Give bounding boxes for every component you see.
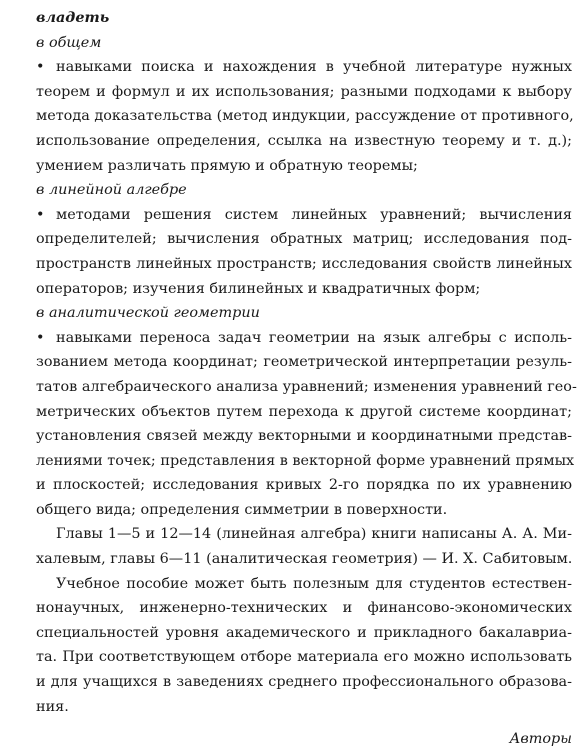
section-linear-line-1 — [36, 203, 572, 228]
paragraph-usefulness-line-4: та. При соответствующем отборе материала его можно использовать — [36, 649, 572, 666]
section-linear-text-1: методами решения систем линейных уравнений; вычисления — [56, 206, 572, 223]
bullet-icon: • — [36, 206, 45, 223]
section-general-line-3: метода доказательства (метод индукции, рассуждение от противного, — [36, 108, 574, 125]
paragraph-usefulness-line-3: специальностей уровня академического и прикладного бакалавриа- — [36, 624, 572, 641]
section-geometry-line-5: установления связей между векторными и координатными представ- — [36, 428, 572, 445]
section-geometry-line-7: и плоскостей; исследования кривых 2-го порядка по их уравнению — [36, 477, 572, 494]
section-geometry-text-1: навыками переноса задач геометрии на язык алгебры с исполь- — [56, 329, 572, 346]
section-general-line-5: умением различать прямую и обратную теоремы; — [36, 157, 418, 174]
section-geometry-line-8: общего вида; определения симметрии в поверхности. — [36, 501, 448, 518]
bullet-icon: • — [36, 59, 45, 76]
section-geometry-line-6: лениями точек; представления в векторной форме уравнений прямых — [36, 452, 575, 469]
paragraph-usefulness-line-2: нонаучных, инженерно-технических и финансово-экономических — [36, 600, 572, 617]
section-title-analytic-geometry: в аналитической геометрии — [36, 305, 260, 322]
section-general-line-1 — [36, 55, 572, 80]
section-title-linear-algebra: в линейной алгебре — [36, 182, 187, 199]
heading-vladet: владеть — [36, 9, 110, 26]
section-linear-line-3: пространств линейных пространств; исследования свойств линейных — [36, 255, 572, 272]
section-general-line-4: использование определения, ссылка на известную теорему и т. д.); — [36, 132, 572, 149]
section-geometry-line-1 — [36, 326, 572, 351]
paragraph-usefulness-line-6: ния. — [36, 698, 69, 715]
section-linear-line-4: операторов; изучения билинейных и квадратичных форм; — [36, 280, 481, 297]
section-general-text-1: навыками поиска и нахождения в учебной литературе нужных — [56, 59, 572, 76]
section-geometry-line-4: метрических объектов путем перехода к другой системе координат; — [36, 403, 572, 420]
paragraph-chapters-line-2: халевым, главы 6—11 (аналитическая геометрия) — И. Х. Сабитовым. — [36, 551, 573, 568]
section-geometry-line-2: зованием метода координат; геометрической интерпретации резуль- — [36, 354, 572, 371]
paragraph-usefulness-line-1: Учебное пособие может быть полезным для студентов естествен- — [56, 575, 572, 592]
paragraph-usefulness-line-5: и для учащихся в заведениях среднего профессионального образова- — [36, 674, 572, 691]
paragraph-chapters-line-1: Главы 1—5 и 12—14 (линейная алгебра) книги написаны А. А. Ми- — [56, 526, 572, 543]
section-title-general: в общем — [36, 34, 102, 51]
section-linear-line-2: определителей; вычисления обратных матриц; исследования под- — [36, 231, 572, 248]
signature-authors: Авторы — [509, 731, 572, 748]
section-geometry-line-3: татов алгебраического анализа уравнений; изменения уравнений гео- — [36, 378, 577, 395]
section-general-line-2: теорем и формул и их использования; разными подходами к выбору — [36, 83, 572, 100]
document-page — [36, 6, 577, 752]
bullet-icon: • — [36, 329, 45, 346]
